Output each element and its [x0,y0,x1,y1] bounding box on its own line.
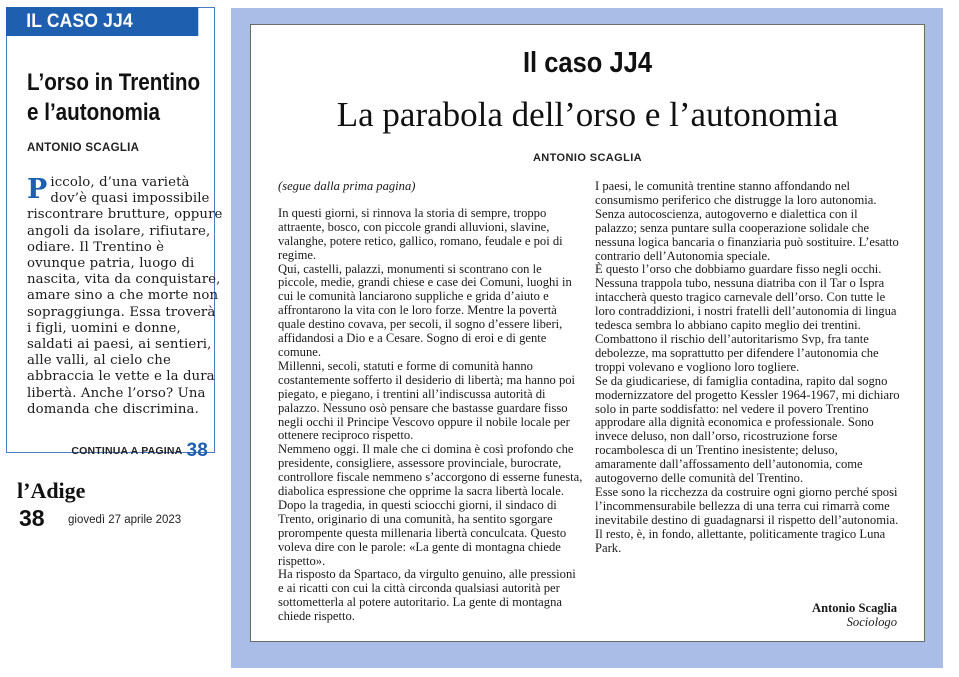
teaser-body [27,175,223,418]
continue-link[interactable] [71,440,208,462]
article-paragraph: Millenni, secoli, statuti e forme di comunità hanno costantemente sofferto il desiderio di libertà; ma hanno poi piegato, e piegano, i trentini all’indiscussa autorità di palazzo. Nessuno osò pensare che bastasse guardare fisso negli occhi il Principe Vescovo oppure il nobile locale per ottenere reciproco rispetto. [278,358,576,443]
signature-role: Sociologo [846,615,897,629]
teaser-title-line-2: e l’autonomia [27,99,161,126]
teaser-section-tab: IL CASO JJ4 [6,7,198,36]
article-paragraph: Nemmeno oggi. Il male che ci domina è così profondo che presidente, consigliere, assessore provinciale, burocrate, controllore fiscale nemmeno s’accorgono di esserne funesta, diabolica espressione che opprime la sacra libertà locale. Dopo la tragedia, in questi sciocchi giorni, il sindaco di Trento, originario di una comunità, ha sentito sgorgare prorompente questa millenaria libertà conculcata. Questo voleva dire con le parole: «La gente di montagna chiede rispetto». [278,442,583,568]
article-column-right [595,180,902,555]
continue-page-number: 38 [186,440,208,461]
teaser-box [6,7,223,461]
article-paragraph: I paesi, le comunità trentine stanno affondando nel consumismo periferico che distrugge la loro autonomia. Senza autocoscienza, autogoverno e dialettica con il palazzo; senza puntare sulla cooperazione solidale che nessuna logica bancaria o finanziaria può sostituire. L’esatto contrario dell’Autonomia speciale. [595,179,899,263]
article-paragraph: È questo l’orso che dobbiamo guardare fisso negli occhi. Nessuna trappola tubo, nessuna diatriba con il Tar o Ispra intaccherà questo tragico carnevale dell’orso. Con tutte le loro contraddizioni, i nostri fratelli dell’autonomia di lingua tedesca sembra lo abbiano capito meglio dei trentini. Combattono il rischio dell’autoritarismo Svp, fra tante debolezze, ma soprattutto per difendere l’autonomia che troppi volevano e vogliono loro togliere. [595,262,897,374]
article-paragraph: In questi giorni, si rinnova la storia di sempre, troppo attraente, bosco, con piccole grandi alluvioni, slavine, valanghe, potere retico, gallico, romano, feudale e poi di regime. [278,205,563,262]
page-number: 38 [19,505,45,531]
article-paragraph: Qui, castelli, palazzi, monumenti si scontrano con le piccole, medie, grandi chiese e case dei Comuni, luoghi in cui le comunità lanciarono suppliche e grida d’aiuto e affrontarono la vita con le loro forze. Mentre la povertà quale destino covava, per secoli, il sogno d’essere liberi, affidandosi a Dio e a Cesare. Sogno di eroi e di gente comune. [278,261,572,359]
teaser-title [27,68,216,128]
article-byline: ANTONIO SCAGLIA [532,152,643,164]
article-headline: La parabola dell’orso e l’autonomia [336,95,839,134]
newspaper-name: l’Adige [17,478,86,503]
teaser-body-text: iccolo, d’una varietà dov’è quasi impossibile riscontrare brutture, oppure angoli da isolare, rifiutare, odiare. Il Trentino è ovunque patria, luogo di nascita, vita da conquistare, amare sino a che morte non sopraggiunga. Essa troverà i figli, uomini e donne, saldati ai paesi, ai sentieri, alle valli, al cielo che abbraccia le vette e la dura libertà. Anche l’orso? Una domanda che discrimina. [27,175,223,417]
article-paragraph: Se da giudicariese, di famiglia contadina, rapito dal sogno modernizzatore del progetto Kessler 1964-1967, mi dichiaro solo in parte soddisfatto: nel vedere il povero Trentino approdare alla dignità economica e professionale. Sono invece deluso, non dall’orso, ricostruzione forse rocambolesca di un Trentino inesistente; deluso, amaramente dall’affossamento dell’autonomia, come autogoverno delle comunità del Trentino. [595,373,900,486]
article-column-left [278,180,583,624]
continue-label: CONTINUA A PAGINA [71,445,183,457]
article-panel [250,24,925,642]
publication-date: giovedì 27 aprile 2023 [68,514,182,526]
article-paragraph: Esse sono la ricchezza da costruire ogni giorno perché sposi l’incommensurabile bellezza di una terra cui rimarrà come inevitabile destino di guadagnarsi il rispetto dell’autonomia. Il resto, è, in fondo, allettante, politicamente tragico Luna Park. [595,484,899,555]
article-prefix: (segue dalla prima pagina) [278,179,416,193]
teaser-title-line-1: L’orso in Trentino [27,69,201,96]
article-signature [812,601,897,629]
signature-name: Antonio Scaglia [811,601,897,615]
teaser-author: ANTONIO SCAGLIA [27,142,140,154]
teaser-dropcap: P [27,174,48,205]
article-kicker: Il caso JJ4 [522,47,653,79]
article-paragraph: Ha risposto da Spartaco, da virgulto genuino, alle pressioni e ai ricatti con cui la città circonda qualsiasi autorità per sottometterla al potere autoritario. La gente di montagna chiede rispetto. [278,567,576,624]
